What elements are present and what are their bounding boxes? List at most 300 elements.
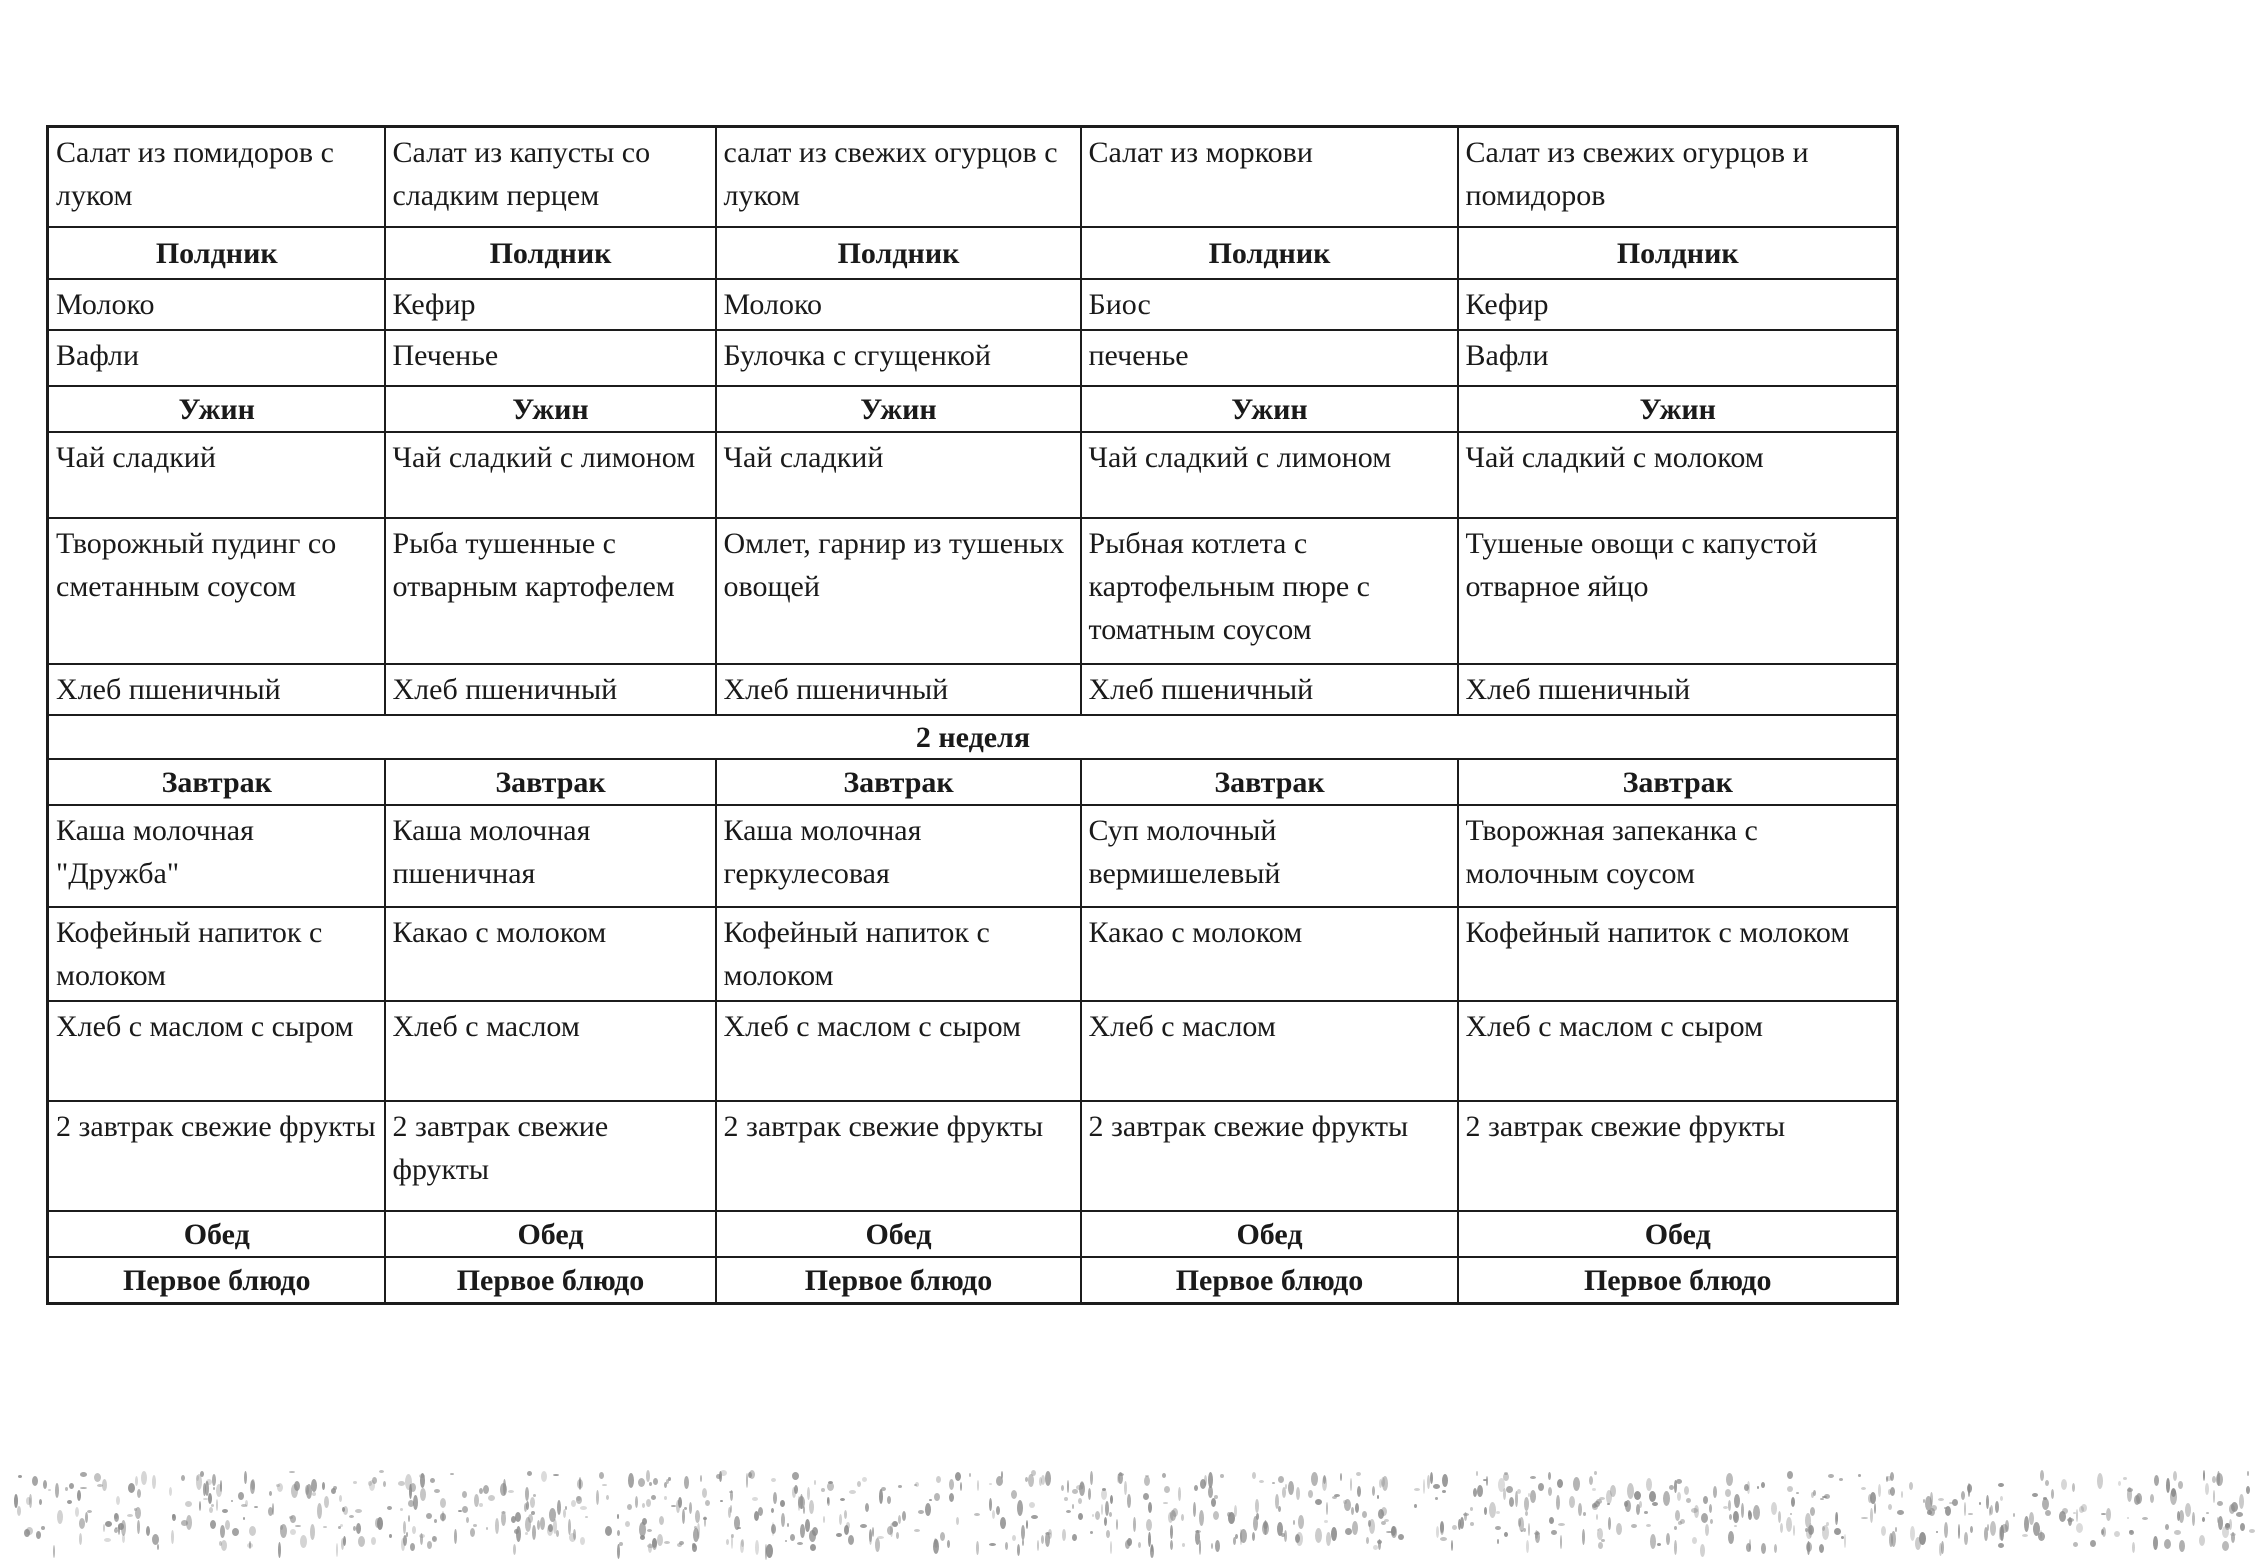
scan-noise-speck <box>1315 1499 1322 1505</box>
scan-noise-speck <box>413 1495 418 1510</box>
scan-noise-speck <box>317 1503 322 1519</box>
scan-noise-speck <box>918 1510 924 1514</box>
scan-noise-speck <box>1090 1471 1093 1485</box>
scan-noise-speck <box>1964 1532 1968 1545</box>
scan-noise-speck <box>1398 1534 1404 1540</box>
scan-noise-speck <box>949 1493 954 1502</box>
scan-noise-speck <box>231 1500 233 1502</box>
scan-noise-speck <box>1001 1471 1003 1479</box>
scan-noise-speck <box>1674 1526 1677 1530</box>
scan-noise-speck <box>356 1523 361 1534</box>
scan-noise-speck <box>1560 1535 1562 1549</box>
scan-noise-speck <box>408 1515 410 1522</box>
scan-noise-speck <box>605 1526 612 1536</box>
scan-noise-speck <box>1357 1486 1361 1497</box>
scan-noise-speck <box>134 1508 137 1511</box>
scan-noise-speck <box>848 1535 854 1545</box>
scan-noise-speck <box>996 1506 1000 1515</box>
scan-noise-speck <box>2132 1542 2135 1553</box>
scan-noise-speck <box>740 1540 744 1553</box>
scan-noise-speck <box>1495 1526 1501 1530</box>
scan-noise-speck <box>1733 1511 1739 1523</box>
scan-noise-speck <box>881 1487 886 1491</box>
scan-noise-speck <box>805 1519 810 1532</box>
scan-noise-speck <box>1195 1530 1201 1533</box>
scan-noise-speck <box>1356 1472 1361 1476</box>
scan-noise-speck <box>1910 1526 1915 1541</box>
meal-header-cell: Ужин <box>48 386 385 432</box>
scan-noise-speck <box>787 1523 789 1527</box>
scan-noise-speck <box>349 1515 354 1518</box>
menu-cell: Кофейный напиток с молоком <box>1458 907 1898 1001</box>
scan-noise-speck <box>580 1537 585 1545</box>
scan-noise-speck <box>2166 1478 2170 1493</box>
scan-noise-speck <box>300 1535 307 1548</box>
scan-noise-speck <box>1350 1478 1352 1491</box>
scan-noise-speck <box>1726 1473 1733 1486</box>
scan-noise-speck <box>2000 1496 2003 1501</box>
scan-noise-speck <box>2154 1475 2159 1486</box>
scan-noise-speck <box>2205 1483 2209 1495</box>
scan-noise-speck <box>940 1532 945 1541</box>
scan-noise-speck <box>596 1490 599 1505</box>
scan-noise-speck <box>1844 1534 1846 1548</box>
scan-noise-speck <box>2062 1508 2068 1514</box>
scan-noise-speck <box>2072 1483 2075 1492</box>
menu-row <box>48 330 1898 386</box>
scan-noise-speck <box>222 1509 228 1513</box>
scan-noise-speck <box>809 1530 816 1542</box>
scan-noise-speck <box>1440 1537 1447 1541</box>
scan-noise-speck <box>1790 1513 1792 1515</box>
scan-noise-speck <box>1476 1471 1478 1476</box>
scan-noise-speck <box>216 1484 222 1497</box>
scan-noise-speck <box>55 1483 59 1498</box>
scan-noise-speck <box>1692 1537 1697 1544</box>
scan-noise-speck <box>434 1489 440 1493</box>
scan-noise-speck <box>1608 1517 1611 1530</box>
scan-noise-speck <box>80 1487 87 1489</box>
meal-header-cell: Ужин <box>716 386 1081 432</box>
scan-noise-speck <box>1133 1517 1136 1532</box>
scan-noise-speck <box>1824 1494 1830 1499</box>
menu-cell: Каша молочная "Дружба" <box>48 805 385 907</box>
scan-noise-speck <box>203 1498 208 1500</box>
scan-noise-speck <box>2173 1471 2177 1481</box>
scan-noise-speck <box>1582 1529 1585 1545</box>
scan-noise-speck <box>398 1481 405 1486</box>
scan-noise-speck <box>2097 1473 2103 1489</box>
scan-noise-speck <box>1583 1512 1586 1516</box>
scan-noise-speck <box>57 1510 63 1524</box>
scan-noise-speck <box>2212 1476 2216 1483</box>
scan-noise-speck <box>684 1507 687 1510</box>
scan-noise-speck <box>289 1516 293 1519</box>
scan-noise-speck <box>1227 1512 1231 1517</box>
scan-noise-speck <box>1029 1502 1035 1508</box>
scan-noise-speck <box>1315 1528 1322 1543</box>
meal-header-cell: Ужин <box>1081 386 1458 432</box>
scan-noise-speck <box>2129 1530 2134 1535</box>
scan-noise-speck <box>755 1540 759 1555</box>
scan-noise-speck <box>1473 1488 1477 1497</box>
scan-noise-speck <box>827 1497 829 1504</box>
scan-noise-speck <box>1000 1517 1006 1529</box>
scan-noise-speck <box>1255 1499 1259 1513</box>
scan-noise-speck <box>1253 1516 1258 1531</box>
scan-noise-speck <box>181 1520 188 1526</box>
scan-noise-speck <box>857 1481 861 1487</box>
scan-noise-speck <box>181 1475 185 1481</box>
scan-noise-speck <box>1436 1526 1439 1538</box>
menu-row <box>48 664 1898 715</box>
scan-noise-speck <box>976 1541 979 1555</box>
scan-noise-speck <box>278 1542 281 1558</box>
scan-noise-speck <box>766 1544 773 1558</box>
scan-noise-speck <box>312 1492 316 1496</box>
scan-noise-speck <box>1822 1526 1825 1531</box>
scan-noise-speck <box>53 1545 55 1558</box>
scan-noise-speck <box>1528 1523 1530 1536</box>
scan-noise-speck <box>1092 1514 1094 1517</box>
scan-noise-speck <box>1891 1531 1896 1547</box>
scan-noise-speck <box>1734 1525 1737 1527</box>
meal-header-cell: Завтрак <box>48 759 385 805</box>
scan-noise-speck <box>420 1488 426 1501</box>
scan-noise-speck <box>488 1495 495 1501</box>
scan-noise-speck <box>771 1524 776 1534</box>
menu-cell: 2 завтрак свежие фрукты <box>385 1101 716 1211</box>
scan-noise-speck <box>1235 1534 1238 1539</box>
scan-noise-speck <box>1886 1476 1892 1481</box>
scan-noise-speck <box>844 1525 849 1535</box>
scan-noise-speck <box>1331 1527 1337 1541</box>
scan-noise-speck <box>1194 1485 1198 1491</box>
scan-noise-speck <box>1101 1504 1103 1515</box>
scan-noise-speck <box>2106 1508 2111 1521</box>
scan-noise-speck <box>1110 1541 1112 1554</box>
menu-cell: 2 завтрак свежие фрукты <box>48 1101 385 1211</box>
scan-noise-speck <box>1345 1528 1352 1535</box>
scan-noise-speck <box>244 1471 247 1484</box>
scan-noise-speck <box>887 1496 891 1504</box>
scan-noise-speck <box>1705 1524 1709 1536</box>
scan-noise-speck <box>1170 1525 1173 1539</box>
scan-noise-speck <box>1278 1506 1281 1512</box>
scan-noise-speck <box>355 1509 362 1513</box>
scan-noise-speck <box>1308 1490 1313 1498</box>
scan-noise-speck <box>208 1493 212 1504</box>
scan-noise-speck <box>1944 1522 1948 1538</box>
scan-noise-speck <box>1452 1525 1457 1530</box>
scan-noise-speck <box>209 1507 213 1513</box>
scan-noise-speck <box>1811 1492 1814 1498</box>
scan-noise-speck <box>1524 1497 1529 1511</box>
scan-noise-speck <box>2249 1529 2255 1533</box>
scan-noise-speck <box>1919 1532 1926 1545</box>
scan-noise-speck <box>1104 1517 1107 1526</box>
scan-noise-speck <box>657 1534 663 1546</box>
scan-noise-speck <box>1037 1540 1039 1551</box>
scan-noise-speck <box>67 1500 72 1504</box>
scan-noise-speck <box>728 1507 731 1518</box>
scan-noise-speck <box>974 1513 980 1516</box>
scan-noise-speck <box>527 1471 532 1476</box>
scan-noise-speck <box>720 1500 723 1502</box>
scan-noise-speck <box>1970 1526 1973 1533</box>
scan-noise-speck <box>137 1520 140 1534</box>
menu-cell: Хлеб пшеничный <box>716 664 1081 715</box>
scan-noise-speck <box>24 1529 30 1537</box>
scan-noise-speck <box>2076 1523 2083 1533</box>
scan-noise-speck <box>1841 1536 1844 1539</box>
scan-noise-speck <box>1964 1502 1966 1516</box>
scan-noise-speck <box>339 1495 342 1502</box>
menu-row <box>48 1101 1898 1211</box>
scan-noise-speck <box>668 1477 671 1481</box>
menu-table-body <box>48 127 1898 1304</box>
scan-noise-speck <box>700 1475 702 1482</box>
scan-noise-speck <box>79 1533 82 1545</box>
scan-noise-speck <box>1909 1482 1913 1490</box>
scan-noise-speck <box>1078 1513 1083 1520</box>
menu-cell: Хлеб с маслом <box>1081 1001 1458 1101</box>
scan-noise-speck <box>1753 1505 1760 1520</box>
scan-noise-speck <box>1786 1517 1792 1532</box>
scan-noise-speck <box>340 1524 343 1527</box>
scan-noise-speck <box>508 1490 514 1493</box>
meal-header-cell: Ужин <box>1458 386 1898 432</box>
scan-noise-speck <box>2164 1539 2171 1549</box>
scan-noise-speck <box>737 1527 741 1529</box>
scan-noise-speck <box>530 1497 535 1508</box>
scan-noise-speck <box>1430 1472 1433 1484</box>
scan-noise-speck <box>2040 1470 2044 1481</box>
scan-noise-speck <box>2032 1493 2038 1497</box>
scan-noise-speck <box>840 1498 845 1501</box>
scan-noise-speck <box>1423 1479 1425 1494</box>
scan-noise-speck <box>2179 1540 2185 1552</box>
scan-noise-speck <box>1458 1519 1461 1530</box>
scan-noise-speck <box>2177 1511 2180 1521</box>
scan-noise-speck <box>1952 1499 1958 1506</box>
scan-noise-speck <box>1998 1483 2004 1487</box>
scan-noise-speck <box>241 1504 247 1507</box>
scan-noise-speck <box>440 1498 446 1508</box>
scan-noise-speck <box>934 1493 940 1501</box>
meal-header-cell: Завтрак <box>385 759 716 805</box>
menu-cell: Каша молочная пшеничная <box>385 805 716 907</box>
scan-noise-speck <box>2068 1517 2072 1526</box>
scan-noise-speck <box>1064 1497 1068 1501</box>
scan-noise-speck <box>1675 1510 1680 1521</box>
scan-noise-speck <box>1666 1533 1670 1545</box>
week-header-row <box>48 715 1898 759</box>
scan-noise-speck <box>1551 1530 1557 1535</box>
scan-noise-speck <box>1150 1545 1154 1558</box>
scan-noise-speck <box>1017 1500 1023 1516</box>
scan-noise-speck <box>152 1475 156 1489</box>
scan-noise-speck <box>1861 1487 1866 1490</box>
scan-noise-speck <box>322 1482 325 1490</box>
scan-noise-speck <box>216 1499 218 1511</box>
scan-noise-speck <box>2079 1506 2084 1513</box>
scan-noise-speck <box>2101 1513 2106 1515</box>
scan-noise-speck <box>836 1533 842 1537</box>
meal-header-cell: Завтрак <box>1458 759 1898 805</box>
scan-noise-speck <box>277 1483 283 1492</box>
scan-noise-speck <box>85 1512 88 1523</box>
scan-noise-speck <box>1771 1502 1777 1515</box>
scan-noise-speck <box>989 1543 996 1546</box>
scan-noise-speck <box>785 1540 787 1542</box>
scan-noise-speck <box>1072 1534 1077 1541</box>
scan-noise-speck <box>1596 1499 1602 1504</box>
scan-noise-speck <box>2024 1516 2029 1532</box>
scan-noise-speck <box>689 1502 692 1514</box>
scan-noise-speck <box>646 1470 650 1482</box>
scan-noise-speck <box>1858 1474 1861 1477</box>
scan-noise-speck <box>2073 1512 2076 1514</box>
menu-row <box>48 907 1898 1001</box>
scan-noise-speck <box>1288 1481 1294 1495</box>
scan-noise-speck <box>1592 1503 1597 1508</box>
meal-header-cell: Полдник <box>385 227 716 279</box>
scan-noise-speck <box>936 1476 941 1483</box>
scan-noise-speck <box>1888 1489 1891 1495</box>
scan-noise-speck <box>1729 1514 1732 1520</box>
scan-noise-speck <box>342 1507 345 1512</box>
scan-noise-speck <box>1636 1504 1640 1515</box>
meal-header-cell: Завтрак <box>1081 759 1458 805</box>
scan-noise-speck <box>1045 1471 1051 1486</box>
menu-cell: Рыбная котлета с картофельным пюре с томатным соусом <box>1081 518 1458 664</box>
meal-header-cell: Первое блюдо <box>716 1257 1081 1304</box>
scan-noise-speck <box>989 1498 992 1511</box>
scan-noise-speck <box>617 1530 620 1536</box>
scan-noise-speck <box>606 1495 609 1500</box>
scan-noise-speck <box>902 1511 906 1521</box>
scan-noise-speck <box>800 1524 805 1538</box>
scan-noise-speck <box>947 1540 950 1548</box>
scan-noise-speck <box>254 1506 258 1508</box>
meal-header-cell: Полдник <box>716 227 1081 279</box>
scan-noise-speck <box>483 1485 489 1494</box>
menu-row <box>48 279 1898 330</box>
meal-header-cell: Обед <box>385 1211 716 1257</box>
scan-noise-speck <box>1806 1542 1812 1552</box>
scan-noise-speck <box>651 1495 656 1500</box>
menu-row <box>48 805 1898 907</box>
scan-noise-speck <box>814 1480 816 1485</box>
meal-header-row <box>48 759 1898 805</box>
scan-noise-speck <box>2246 1486 2250 1494</box>
scan-noise-speck <box>17 1506 21 1516</box>
scan-noise-speck <box>2090 1540 2096 1547</box>
scan-noise-speck <box>1163 1502 1168 1504</box>
scan-noise-speck <box>671 1505 676 1507</box>
scan-noise-speck <box>29 1494 32 1508</box>
scan-noise-speck <box>1578 1503 1582 1516</box>
scan-noise-speck <box>2203 1470 2205 1481</box>
scan-noise-speck <box>1062 1529 1066 1541</box>
scan-noise-speck <box>1888 1504 1892 1510</box>
scan-noise-speck <box>860 1524 867 1528</box>
scan-noise-speck <box>379 1470 384 1473</box>
scan-noise-speck <box>1744 1484 1749 1491</box>
scan-noise-speck <box>1556 1495 1560 1510</box>
scan-noise-speck <box>1521 1530 1523 1532</box>
scan-noise-speck <box>1272 1482 1275 1484</box>
menu-table <box>46 125 1899 1305</box>
scan-noise-speck <box>2222 1541 2229 1551</box>
scan-noise-speck <box>1427 1475 1430 1489</box>
scan-noise-speck <box>1649 1491 1656 1502</box>
scan-noise-speck <box>1518 1518 1521 1527</box>
scan-noise-speck <box>1836 1512 1838 1522</box>
scan-noise-speck <box>896 1532 899 1539</box>
scan-noise-speck <box>290 1529 296 1535</box>
scan-noise-speck <box>1470 1522 1474 1526</box>
scan-noise-speck <box>792 1472 799 1480</box>
scan-noise-speck <box>1506 1486 1513 1493</box>
scan-noise-speck <box>1897 1510 1904 1515</box>
menu-cell: Чай сладкий <box>48 432 385 518</box>
scan-noise-speck <box>1998 1543 2004 1548</box>
menu-cell: Суп молочный вермишелевый <box>1081 805 1458 907</box>
scan-noise-speck <box>617 1544 620 1559</box>
scan-noise-speck <box>960 1482 962 1491</box>
scan-noise-speck <box>752 1497 758 1501</box>
scan-noise-speck <box>2240 1523 2245 1531</box>
scan-noise-speck <box>1990 1521 1996 1536</box>
scan-noise-speck <box>2150 1494 2154 1503</box>
scan-noise-speck <box>1548 1472 1551 1480</box>
meal-header-cell: Полдник <box>1081 227 1458 279</box>
scan-noise-speck <box>1548 1487 1552 1496</box>
scan-noise-speck <box>1526 1540 1529 1553</box>
scan-noise-speck <box>1503 1488 1506 1500</box>
scan-noise-speck <box>146 1526 150 1536</box>
scan-noise-speck <box>1523 1528 1526 1532</box>
scan-noise-speck <box>1748 1511 1752 1520</box>
scan-noise-speck <box>383 1481 386 1487</box>
scan-noise-speck <box>39 1499 42 1505</box>
scan-noise-speck <box>879 1489 883 1504</box>
menu-cell: Кефир <box>385 279 716 330</box>
scan-noise-speck <box>1644 1511 1648 1514</box>
scan-noise-speck <box>1326 1532 1331 1546</box>
scan-noise-speck <box>1351 1507 1354 1515</box>
menu-cell: Хлеб пшеничный <box>1081 664 1458 715</box>
scan-noise-speck <box>1820 1498 1824 1500</box>
scan-noise-speck <box>1012 1535 1016 1541</box>
scan-noise-speck <box>1787 1486 1793 1492</box>
scan-noise-speck <box>599 1472 604 1479</box>
scan-noise-speck <box>1901 1491 1903 1498</box>
scan-noise-speck <box>1451 1540 1453 1551</box>
scan-noise-speck <box>697 1523 700 1539</box>
scan-noise-speck <box>1199 1510 1204 1526</box>
scan-noise-speck <box>466 1517 469 1523</box>
scan-noise-speck <box>1616 1523 1622 1535</box>
scan-noise-speck <box>114 1513 118 1519</box>
scan-noise-speck <box>1497 1539 1499 1544</box>
scan-noise-speck <box>1989 1507 1991 1516</box>
scan-noise-speck <box>102 1479 107 1491</box>
scan-noise-speck <box>1138 1542 1141 1548</box>
scan-noise-speck <box>501 1511 506 1526</box>
